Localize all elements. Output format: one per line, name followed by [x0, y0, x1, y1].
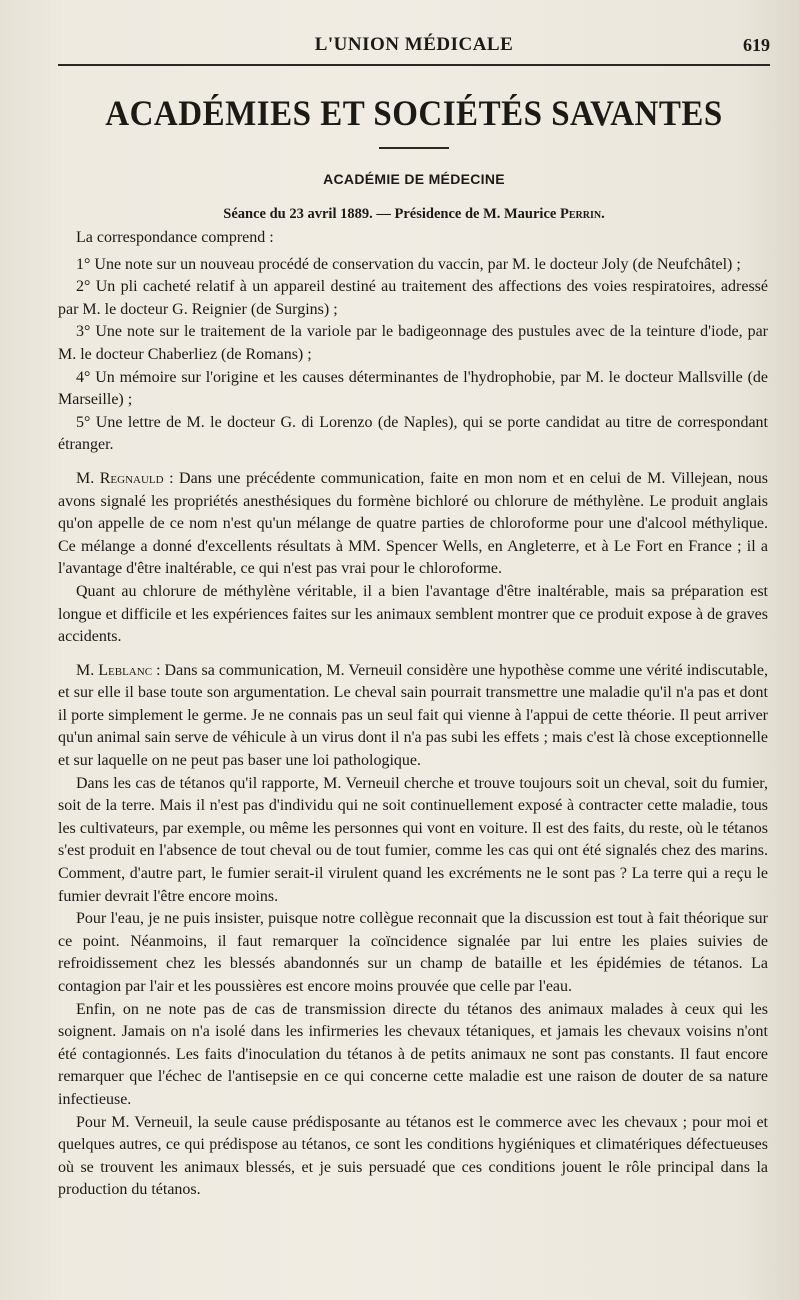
president-name: Perrin — [559, 206, 602, 222]
section-title: ACADÉMIES ET SOCIÉTÉS SAVANTES — [105, 94, 723, 134]
correspondence-intro: La correspondance comprend : — [76, 229, 274, 246]
running-title: L'UNION MÉDICALE — [314, 34, 514, 55]
leblanc-paragraph — [58, 660, 768, 773]
correspondence-item: 1° Une note sur un nouveau procédé de conservation du vaccin, par M. le docteur Joly (de Neufchâtel) ; — [76, 255, 741, 273]
correspondence-item: 3° Une note sur le traitement de la variole par le badigeonnage des pustules avec de la teinture d'iode, par M. le docteur Chaberliez (de Romans) ; — [58, 323, 768, 363]
session-line — [58, 206, 770, 223]
paragraph-text: : Dans une précédente communication, faite en mon nom et en celui de M. Villejean, nous avons signalé les propriétés anesthésiques du formène bichloré ou chlorure de méthylène. Le produit anglais qu'on appelle de ce nom n'est qu'un mélange de quatre parties de chloroforme pour une d'alcool méthylique. Ce mélange a donné d'excellents résultats à MM. Spencer Wells, en Angleterre, et à Le Fort en France ; il a l'avantage d'être inaltérable, ce qui n'est pas vrai pour le chloroforme. — [58, 469, 768, 578]
leblanc-paragraph-3: Pour l'eau, je ne puis insister, puisque notre collègue reconnait que la discussion est tout à fait théorique sur ce point. Néanmoins, il faut remarquer la coïncidence signalée par lui entre les plaies suivies de refroidissement chez les blessés abandonnés sur un champ de bataille et les épidémies de tétanos. La contagion par l'air et les poussières est encore moins prouvée que celle par l'eau. — [58, 910, 768, 995]
leblanc-paragraph-5: Pour M. Verneuil, la seule cause prédisposante au tétanos est le commerce avec les chevaux ; pour moi et quelques autres, ce qui prédispose au tétanos, ce sont les conditions hygiéniques et climatériques défectueuses où se trouvent les animaux blessés, et je suis persuadé que ces conditions jouent le rôle principal dans la production du tétanos. — [58, 1113, 768, 1199]
correspondence-item: 2° Un pli cacheté relatif à un appareil destiné au traitement des affections des voies respiratoires, adressé par M. le docteur G. Reignier (de Surgins) ; — [58, 278, 768, 318]
leblanc-paragraph-4: Enfin, on ne note pas de cas de transmission directe du tétanos des animaux malades à ceux qui les soignent. Jamais on n'a isolé dans les infirmeries les chevaux tétaniques, et jamais les chevaux voisins n'ont été contagionnés. Les faits d'inoculation du tétanos à de petits animaux ne sont pas constants. Il faut encore remarquer que l'échec de l'antisepsie en ce qui concerne cette maladie est une raison de douter de sa nature infectieuse. — [58, 1000, 768, 1108]
session-end: . — [601, 206, 605, 222]
speaker-name: M. Leblanc — [76, 661, 153, 679]
speaker-name: M. Regnauld — [76, 469, 164, 487]
regnauld-paragraph — [58, 468, 768, 581]
paragraph-text: : Dans sa communication, M. Verneuil considère une hypothèse comme une vérité indiscutable, et sur elle il base toute son argumentation. Le cheval sain pourrait transmettre une maladie qu'il n'a pas et dont il porte simplement le germe. Je ne connais pas un seul fait qui vienne à l'appui de cette théorie. Il peut arriver qu'un animal sain serve de véhicule à un virus dont il n'a pas subi les effets ; mais c'est là chose exceptionnelle et sur laquelle on ne peut pas baser une loi pathologique. — [58, 661, 769, 770]
correspondence-item: 5° Une lettre de M. le docteur G. di Lorenzo (de Naples), qui se porte candidat au titre de correspondant étranger. — [58, 413, 768, 454]
article-body — [58, 227, 768, 1202]
subsection-title: ACADÉMIE DE MÉDECINE — [323, 171, 505, 187]
correspondence-item: 4° Un mémoire sur l'origine et les causes déterminantes de l'hydrophobie, par M. le docteur Mallsville (de Marseille) ; — [58, 368, 768, 409]
title-divider — [379, 147, 449, 149]
regnauld-paragraph-2: Quant au chlorure de méthylène véritable, il a bien l'avantage d'être inaltérable, mais sa préparation est longue et difficile et les expériences faites sur les animaux semblent montrer que ce produit expose à de graves accidents. — [58, 582, 768, 646]
leblanc-paragraph-2: Dans les cas de tétanos qu'il rapporte, M. Verneuil cherche et trouve toujours soit un cheval, soit du fumier, soit de la terre. Mais il n'est pas d'individu qui ne soit continuellement exposé à contracter cette maladie, tous les cultivateurs, par exemple, ou même les personnes qui vont en voiture. Il est des faits, du reste, où le tétanos s'est produit en l'absence de tout cheval ou de tout fumier, comme les cas qui ont été signalés chez des marins. Comment, d'autre part, le fumier serait-il virulent quand les excréments ne le sont pas ? La terre qui a reçu le fumier devrait l'être encore moins. — [58, 774, 768, 905]
session-text: Séance du 23 avril 1889. — Présidence de M. Maurice — [223, 206, 560, 222]
page-header — [58, 30, 770, 66]
page-number: 619 — [743, 35, 770, 55]
